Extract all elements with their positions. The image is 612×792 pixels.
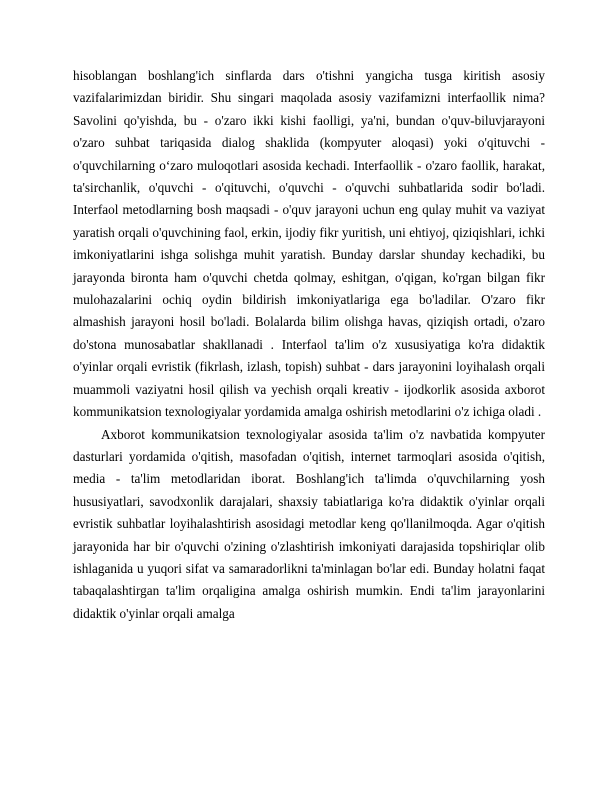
body-text: [73, 65, 545, 625]
paragraph: hisoblangan boshlang'ich sinflarda dars o'tishni yangicha tusga kiritish asosiy vazifalarimizdan biridir. Shu singari maqolada asosiy vazifamizni interfaollik nima? Savolini qo'yishda, bu - o'zaro ikki kishi faolligi, ya'ni, bundan o'quv-biluvjarayoni o'zaro suhbat tariqasida dialog shaklida (kompyuter aloqasi) yoki o'qituvchi - o'quvchilarning o‘zaro muloqotlari asosida kechadi. Interfaollik - o'zaro faollik, harakat, ta'sirchanlik, o'quvchi - o'qituvchi, o'quvchi - o'quvchi suhbatlarida sodir bo'ladi. Interfaol metodlarning bosh maqsadi - o'quv jarayoni uchun eng qulay muhit va vaziyat yaratish orqali o'quvchining faol, erkin, ijodiy fikr yuritish, uni ehtiyoj, qiziqishlari, ichki imkoniyatlarini ishga solishga muhit yaratish. Bunday darslar shunday kechadiki, bu jarayonda bironta ham o'quvchi chetda qolmay, eshitgan, o'qigan, ko'rgan bilgan fikr mulohazalarini ochiq oydin bildirish imkoniyatlariga ega bo'ladilar. O'zaro fikr almashish jarayoni hosil bo'ladi. Bolalarda bilim olishga havas, qiziqish ortadi, o'zaro do'stona munosabatlar shakllanadi . Interfaol ta'lim o'z xususiyatiga ko'ra didaktik o'yinlar orqali evristik (fikrlash, izlash, topish) suhbat - dars jarayonini loyihalash orqali muammoli vaziyatni hosil qilish va yechish orqali kreativ - ijodkorlik asosida axborot kommunikatsion texnologiyalar yordamida amalga oshirish metodlarini o'z ichiga oladi .: [73, 68, 545, 420]
paragraph: Axborot kommunikatsion texnologiyalar asosida ta'lim o'z navbatida kompyuter dasturlari yordamida o'qitish, masofadan o'qitish, internet tarmoqlari asosida o'qitish, media - ta'lim metodlaridan iborat. Boshlang'ich ta'limda o'quvchilarning yosh hususiyatlari, savodxonlik darajalari, shaxsiy tabiatlariga ko'ra didaktik o'yinlar orqali evristik suhbatlar loyihalashtirish asosidagi metodlar keng qo'llanilmoqda. Agar o'qitish jarayonida har bir o'quvchi o'zining o'zlashtirish imkoniyati darajasida topshiriqlar olib ishlaganida u yuqori sifat va samaradorlikni ta'minlagan bo'lar edi. Bunday holatni faqat tabaqalashtirgan ta'lim orqaligina amalga oshirish mumkin. Endi ta'lim jarayonlarini didaktik o'yinlar orqali amalga: [73, 426, 545, 621]
